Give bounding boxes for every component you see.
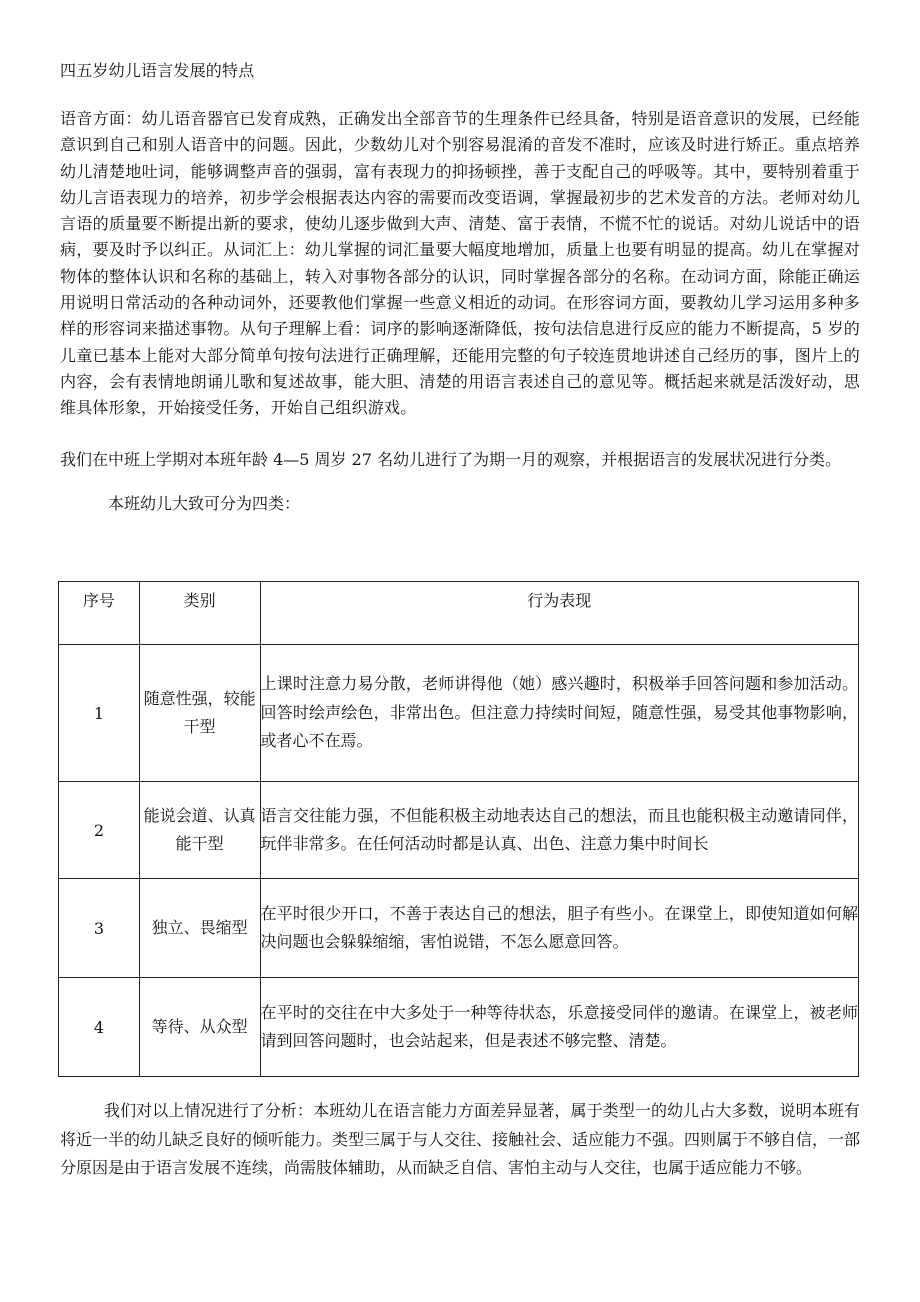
header-behavior: 行为表现 [260,582,858,645]
row-number: 4 [59,978,140,1077]
row-behavior: 在平时的交往在中大多处于一种等待状态，乐意接受同伴的邀请。在课堂上，被老师请到回答问题时，也会站起来，但是表述不够完整、清楚。 [260,978,858,1077]
document-body [60,58,860,534]
row-category: 随意性强，较能干型 [139,645,260,782]
row-category: 能说会道、认真能干型 [139,782,260,879]
paragraph-classification-intro: 本班幼儿大致可分为四类： [108,493,301,513]
table-row [59,782,859,879]
row-category: 独立、畏缩型 [139,879,260,978]
row-behavior: 语言交往能力强，不但能积极主动地表达自己的想法，而且也能积极主动邀请同伴，玩伴非常多。在任何活动时都是认真、出色、注意力集中时间长 [260,782,858,879]
paragraph-analysis: 我们对以上情况进行了分析：本班幼儿在语言能力方面差异显著，属于类型一的幼儿占大多数，说明本班有将近一半的幼儿缺乏良好的倾听能力。类型三属于与人交往、接触社会、适应能力不强。四则属于不够自信，一部分原因是由于语言发展不连续，尚需肢体辅助，从而缺乏自信、害怕主动与人交往，也属于适应能力不够。 [60,1101,861,1177]
row-behavior: 在平时很少开口，不善于表达自己的想法，胆子有些小。在课堂上，即使知道如何解决问题也会躲躲缩缩，害怕说错，不怎么愿意回答。 [260,879,858,978]
row-number: 1 [59,645,140,782]
table-header-row [59,582,859,645]
table-row [59,879,859,978]
document-title: 四五岁幼儿语言发展的特点 [60,61,255,80]
classification-table [58,581,859,1077]
paragraph-language-features: 语音方面：幼儿语音器官已发育成熟，正确发出全部音节的生理条件已经具备，特别是语音意识的发展，已经能意识到自己和别人语音中的问题。因此，少数幼儿对个别容易混淆的音发不准时，应该及时进行矫正。重点培养幼儿清楚地吐词，能够调整声音的强弱，富有表现力的抑扬顿挫，善于支配自己的呼吸等。其中，要特别着重于幼儿言语表现力的培养，初步学会根据表达内容的需要而改变语调，掌握最初步的艺术发音的方法。老师对幼儿言语的质量要不断提出新的要求，使幼儿逐步做到大声、清楚、富于表情，不慌不忙的说话。对幼儿说话中的语病，要及时予以纠正。从词汇上：幼儿掌握的词汇量要大幅度地增加，质量上也要有明显的提高。幼儿在掌握对物体的整体认识和名称的基础上，转入对事物各部分的认识，同时掌握各部分的名称。在动词方面，除能正确运用说明日常活动的各种动词外，还要教他们掌握一些意义相近的动词。在形容词方面，要教幼儿学习运用多种多样的形容词来描述事物。从句子理解上看：词序的影响逐渐降低，按句法信息进行反应的能力不断提高，5 岁的儿童已基本上能对大部分简单句按句法进行正确理解，还能用完整的句子较连贯地讲述自己经历的事，图片上的内容，会有表情地朗诵儿歌和复述故事，能大胆、清楚的用语言表述自己的意见等。概括起来就是活泼好动，思维具体形象，开始接受任务，开始自己组织游戏。 [60,109,860,418]
table-row [59,645,859,782]
row-number: 2 [59,782,140,879]
row-number: 3 [59,879,140,978]
paragraph-observation: 我们在中班上学期对本班年龄 4—5 周岁 27 名幼儿进行了为期一月的观察，并根据语言的发展状况进行分类。 [60,449,842,469]
row-behavior: 上课时注意力易分散，老师讲得他（她）感兴趣时，积极举手回答问题和参加活动。回答时绘声绘色，非常出色。但注意力持续时间短，随意性强，易受其他事物影响，或者心不在焉。 [260,645,858,782]
header-category: 类别 [139,582,260,645]
table-row [59,978,859,1077]
row-category: 等待、从众型 [139,978,260,1077]
header-number: 序号 [59,582,140,645]
